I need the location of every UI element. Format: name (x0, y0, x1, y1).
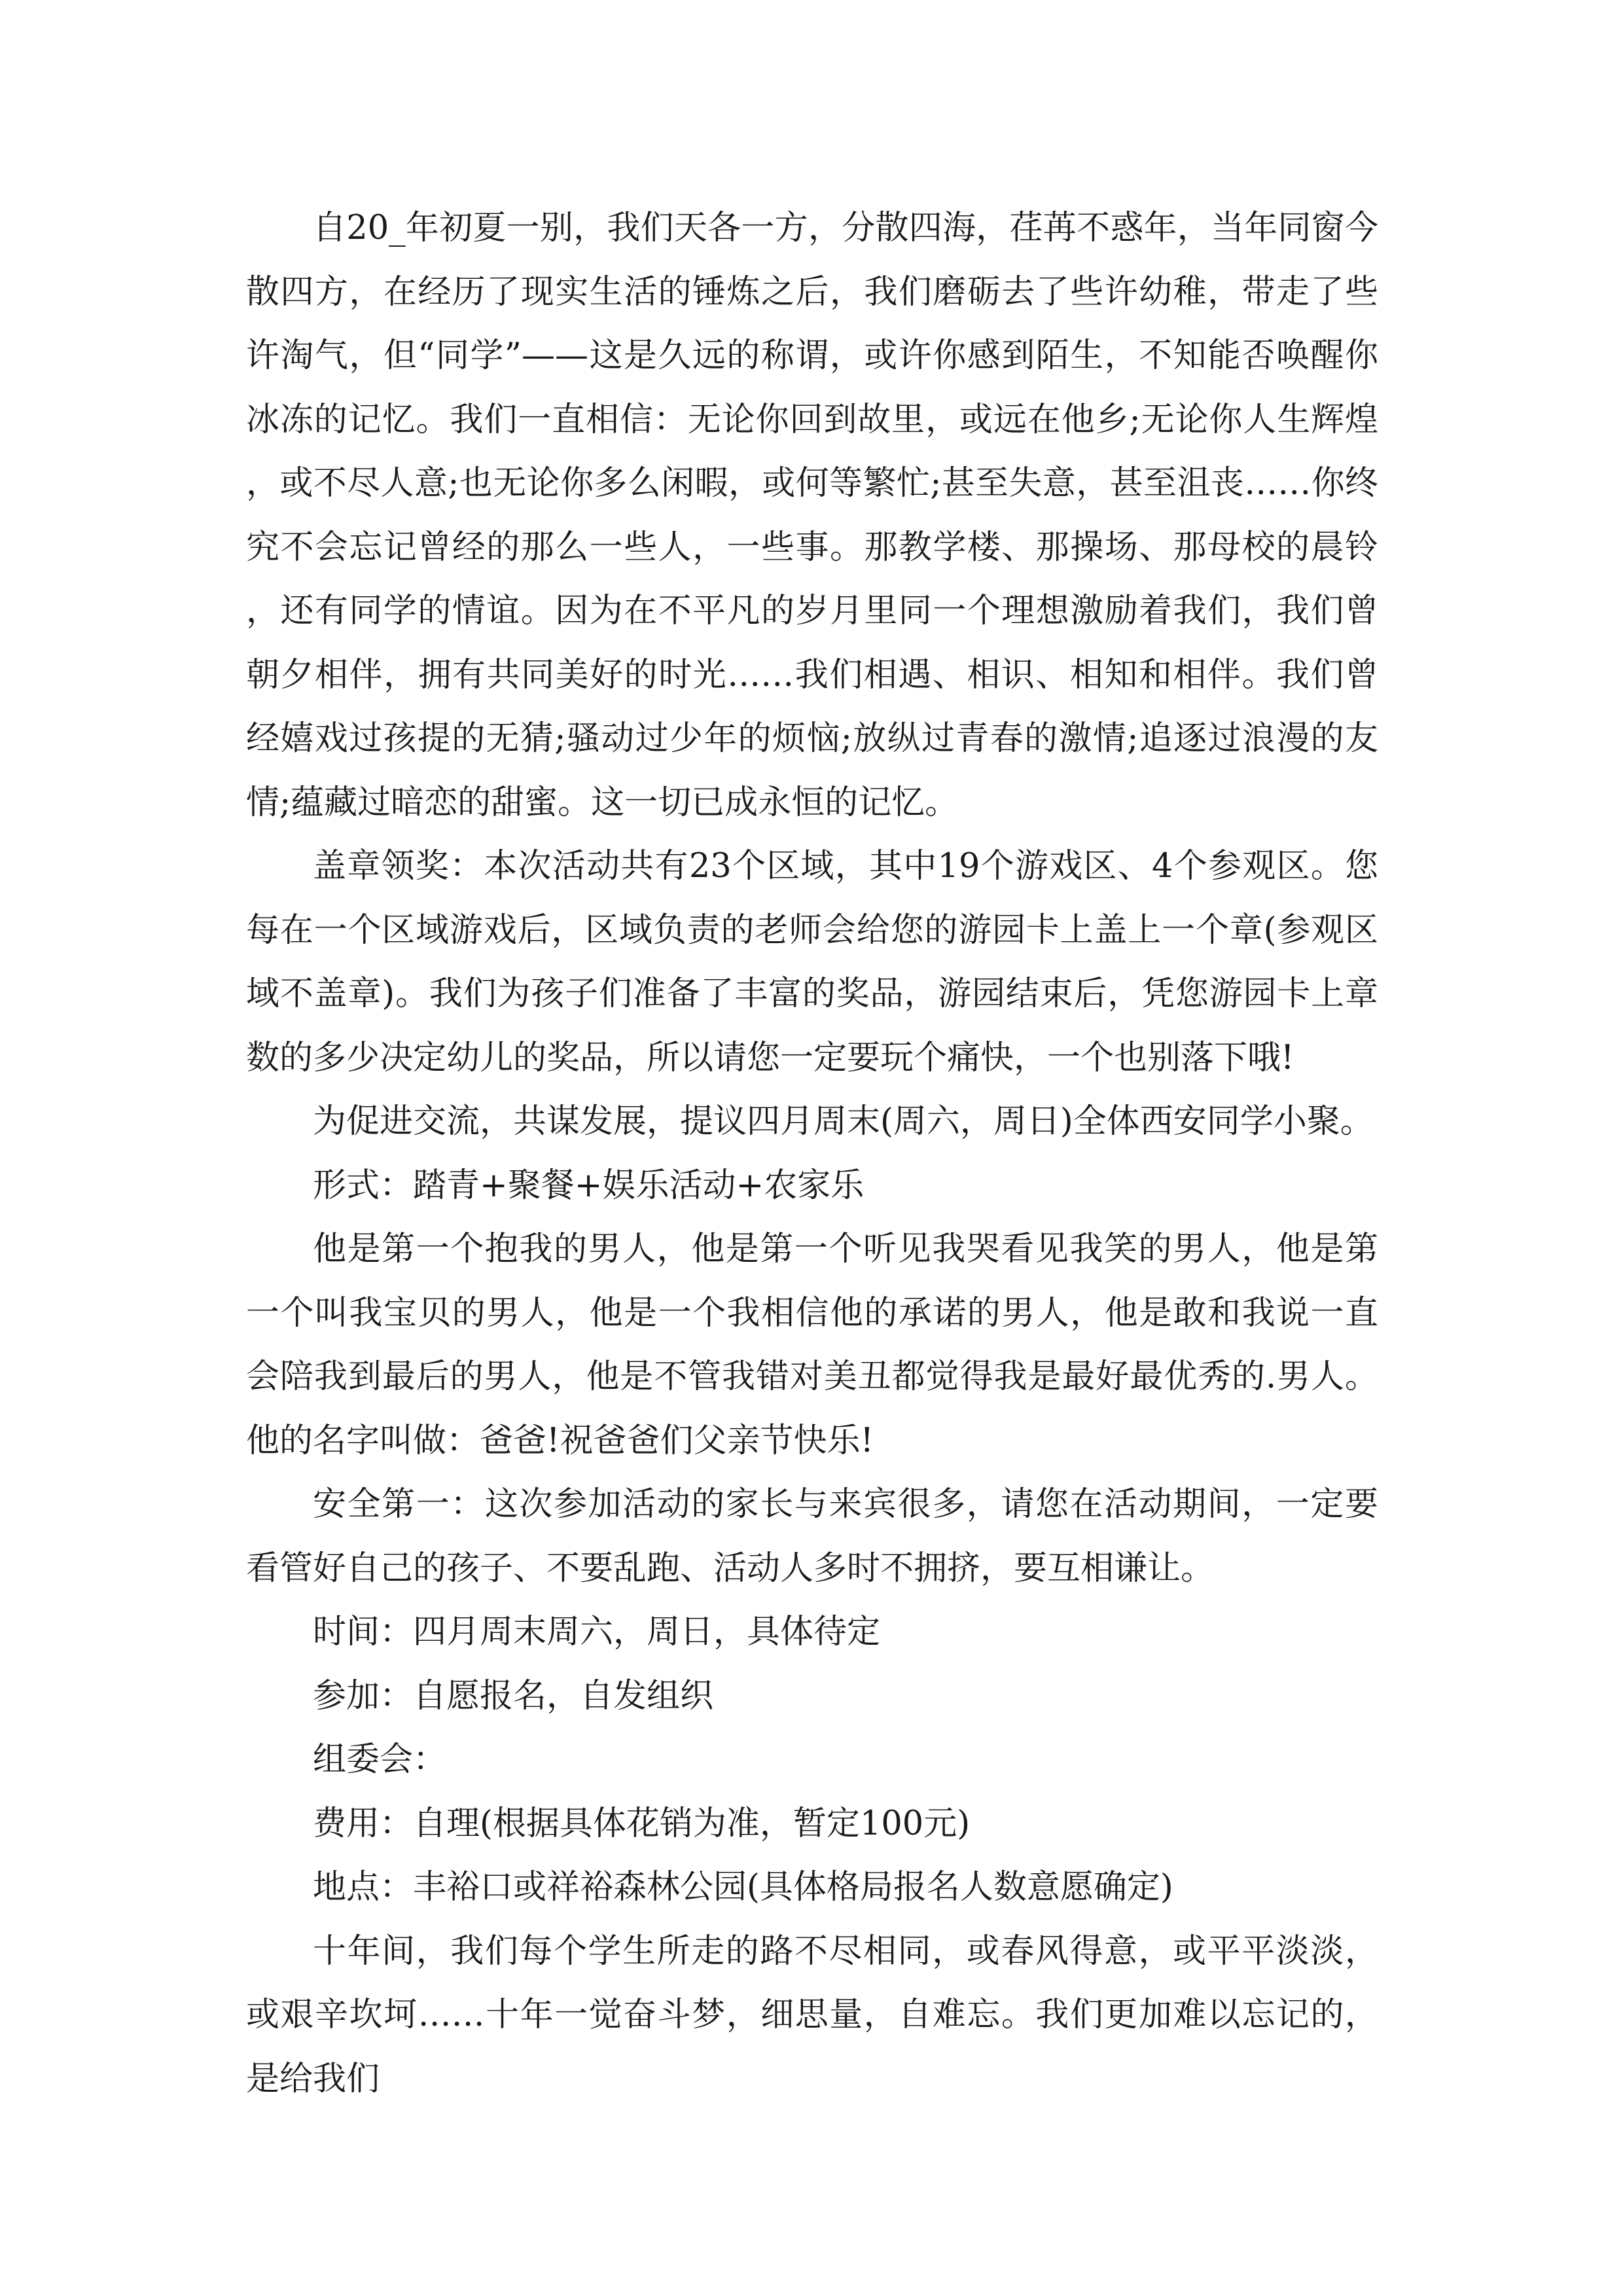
paragraph-reunion-memories: 自20_年初夏一别，我们天各一方，分散四海，荏苒不惑年，当年同窗今散四方，在经历了现实生活的锤炼之后，我们磨砺去了些许幼稚，带走了些许淘气，但“同学”——这是久远的称谓，或许你感到陌生，不知能否唤醒你冰冻的记忆。我们一直相信：无论你回到故里，或远在他乡;无论你人生辉煌，或不尽人意;也无论你多么闲暇，或何等繁忙;甚至失意，甚至沮丧……你终究不会忘记曾经的那么一些人，一些事。那教学楼、那操场、那母校的晨铃，还有同学的情谊。因为在不平凡的岁月里同一个理想激励着我们，我们曾朝夕相伴，拥有共同美好的时光……我们相遇、相识、相知和相伴。我们曾经嬉戏过孩提的无猜;骚动过少年的烦恼;放纵过青春的激情;追逐过浪漫的友情;蕴藏过暗恋的甜蜜。这一切已成永恒的记忆。 (246, 209, 1378, 822)
paragraph-participation: 参加：自愿报名，自发组织 (313, 1676, 714, 1715)
paragraph-time: 时间：四月周末周六，周日，具体待定 (313, 1613, 881, 1651)
paragraph-stamp-prize: 盖章领奖：本次活动共有23个区域，其中19个游戏区、4个参观区。您每在一个区域游戏后，区域负责的老师会给您的游园卡上盖上一个章(参观区域不盖章)。我们为孩子们准备了丰富的奖品，游园结束后，凭您游园卡上章数的多少决定幼儿的奖品，所以请您一定要玩个痛快，一个也别落下哦! (246, 847, 1378, 1077)
paragraph-fathers-day: 他是第一个抱我的男人，他是第一个听见我哭看见我笑的男人，他是第一个叫我宝贝的男人，他是一个我相信他的承诺的男人，他是敢和我说一直会陪我到最后的男人，他是不管我错对美丑都觉得我是最好最优秀的.男人。他的名字叫做：爸爸!祝爸爸们父亲节快乐! (246, 1230, 1378, 1460)
paragraph-ten-years: 十年间，我们每个学生所走的路不尽相同，或春风得意，或平平淡淡，或艰辛坎坷……十年一觉奋斗梦，细思量，自难忘。我们更加难以忘记的，是给我们 (246, 1931, 1378, 2098)
paragraph-committee: 组委会： (313, 1740, 447, 1779)
paragraph-cost: 费用：自理(根据具体花销为准，暂定100元) (313, 1804, 971, 1843)
paragraph-safety: 安全第一：这次参加活动的家长与来宾很多，请您在活动期间，一定要看管好自己的孩子、不要乱跑、活动人多时不拥挤，要互相谦让。 (246, 1485, 1378, 1588)
paragraph-location: 地点：丰裕口或祥裕森林公园(具体格局报名人数意愿确定) (313, 1868, 1173, 1907)
document-body (246, 196, 1378, 2111)
paragraph-gathering-proposal: 为促进交流，共谋发展，提议四月周末(周六，周日)全体西安同学小聚。 (313, 1102, 1374, 1141)
paragraph-format: 形式：踏青+聚餐+娱乐活动+农家乐 (313, 1166, 865, 1205)
